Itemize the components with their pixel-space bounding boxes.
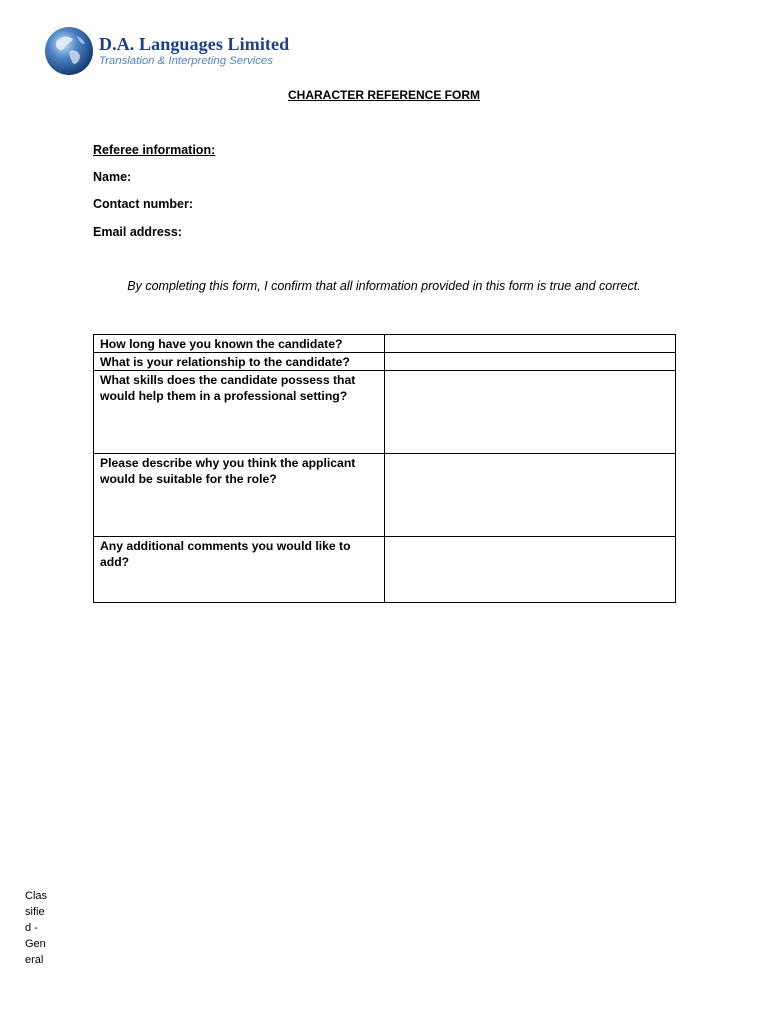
globe-icon (44, 26, 94, 76)
referee-email-label: Email address: (93, 225, 182, 239)
referee-contact-label: Contact number: (93, 197, 193, 211)
question-cell: Please describe why you think the applicant would be suitable for the role? (94, 454, 385, 537)
question-cell: Any additional comments you would like to add? (94, 537, 385, 603)
answer-cell[interactable] (385, 371, 676, 454)
confirmation-statement: By completing this form, I confirm that all information provided in this form is true and correct. (127, 279, 641, 293)
table-row (94, 371, 676, 454)
question-cell: What is your relationship to the candidate? (94, 353, 385, 371)
answer-cell[interactable] (385, 353, 676, 371)
company-logo (40, 22, 302, 80)
table-row (94, 335, 676, 353)
question-cell: What skills does the candidate possess that would help them in a professional setting? (94, 371, 385, 454)
referee-heading: Referee information: (93, 143, 216, 157)
answer-cell[interactable] (385, 335, 676, 353)
answer-cell[interactable] (385, 454, 676, 537)
table-row (94, 454, 676, 537)
reference-questions-table (93, 334, 676, 603)
answer-cell[interactable] (385, 537, 676, 603)
table-row (94, 353, 676, 371)
table-row (94, 537, 676, 603)
page-title: CHARACTER REFERENCE FORM (288, 88, 480, 102)
company-name: D.A. Languages Limited (99, 34, 290, 54)
referee-name-label: Name: (93, 170, 132, 184)
classification-label: Classified - General (25, 890, 48, 966)
question-cell: How long have you known the candidate? (94, 335, 385, 353)
company-tagline: Translation & Interpreting Services (99, 55, 273, 67)
